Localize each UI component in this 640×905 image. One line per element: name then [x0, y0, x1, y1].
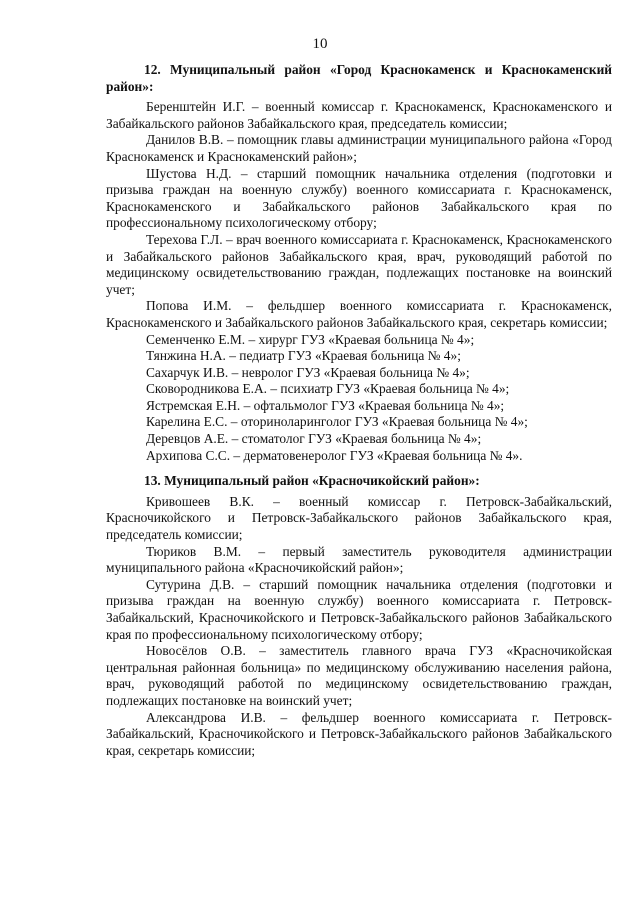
section-12-member-2: Данилов В.В. – помощник главы администрации муниципального района «Город Краснокаменск и Краснокаменский район»;	[106, 132, 612, 164]
section-13-heading: 13. Муниципальный район «Красночикойский район»:	[144, 473, 480, 489]
section-13-member-1: Кривошеев В.К. – военный комиссар г. Петровск-Забайкальский, Красночикойского и Петровск-Забайкальского районов Забайкальского края, председатель комиссии;	[106, 493, 612, 543]
section-13-member-2: Тюриков В.М. – первый заместитель руководителя администрации муниципального района «Красночикойский район»;	[106, 543, 612, 576]
section-13-member-4: Новосёлов О.В. – заместитель главного врача ГУЗ «Красночикойская центральная районная больница» по медицинскому обслуживанию населения района, врач, руководящий работой по медицинскому освидетельствованию граждан, подлежащих постановке на воинский учет;	[106, 643, 612, 708]
section-12-heading: 12. Муниципальный район «Город Краснокаменск и Краснокаменский район»:	[106, 62, 612, 94]
section-12-member-3: Шустова Н.Д. – старший помощник начальника отделения (подготовки и призыва граждан на военную службу) военного комиссариата г. Краснокаменск, Краснокаменского и Забайкальского районов Забайкальского края по профессиональному психологическому отбору;	[106, 165, 612, 231]
section-12-doctor-7: Деревцов А.Е. – стоматолог ГУЗ «Краевая больница № 4»;	[146, 431, 482, 447]
section-13-member-5: Александрова И.В. – фельдшер военного комиссариата г. Петровск-Забайкальский, Красночикойского и Петровск-Забайкальского районов Забайкальского края, секретарь комиссии;	[106, 709, 612, 758]
section-12-member-5: Попова И.М. – фельдшер военного комиссариата г. Краснокаменск, Краснокаменского и Забайкальского районов Забайкальского края, секретарь комиссии;	[106, 298, 612, 330]
section-12-doctor-1: Семенченко Е.М. – хирург ГУЗ «Краевая больница № 4»;	[146, 331, 475, 347]
section-12-doctor-4: Сковородникова Е.А. – психиатр ГУЗ «Краевая больница № 4»;	[146, 381, 510, 397]
section-12-member-4: Терехова Г.Л. – врач военного комиссариата г. Краснокаменск, Краснокаменского и Забайкальского районов Забайкальского края, врач, руководящий работой по медицинскому освидетельствованию граждан, подлежащих постановке на воинский учет;	[106, 231, 612, 297]
section-12-doctor-3: Сахарчук И.В. – невролог ГУЗ «Краевая больница № 4»;	[146, 364, 470, 380]
section-12-member-1: Беренштейн И.Г. – военный комиссар г. Краснокаменск, Краснокаменского и Забайкальского районов Забайкальского края, председатель комиссии;	[106, 99, 612, 131]
section-12-doctor-6: Карелина Е.С. – оториноларинголог ГУЗ «Краевая больница № 4»;	[146, 414, 528, 430]
section-12-doctor-8: Архипова С.С. – дерматовенеролог ГУЗ «Краевая больница № 4».	[146, 447, 523, 463]
section-13-member-3: Сутурина Д.В. – старший помощник начальника отделения (подготовки и призыва граждан на военную службу) военного комиссариата г. Петровск-Забайкальский, Красночикойского и Петровск-Забайкальского районов Забайкальского края по профессиональному психологическому отбору;	[106, 576, 612, 642]
document-body	[106, 62, 612, 759]
section-12-doctor-2: Тянжина Н.А. – педиатр ГУЗ «Краевая больница № 4»;	[146, 348, 461, 364]
section-12-doctor-5: Ястремская Е.Н. – офтальмолог ГУЗ «Краевая больница № 4»;	[146, 397, 505, 413]
page-number: 10	[312, 36, 328, 52]
